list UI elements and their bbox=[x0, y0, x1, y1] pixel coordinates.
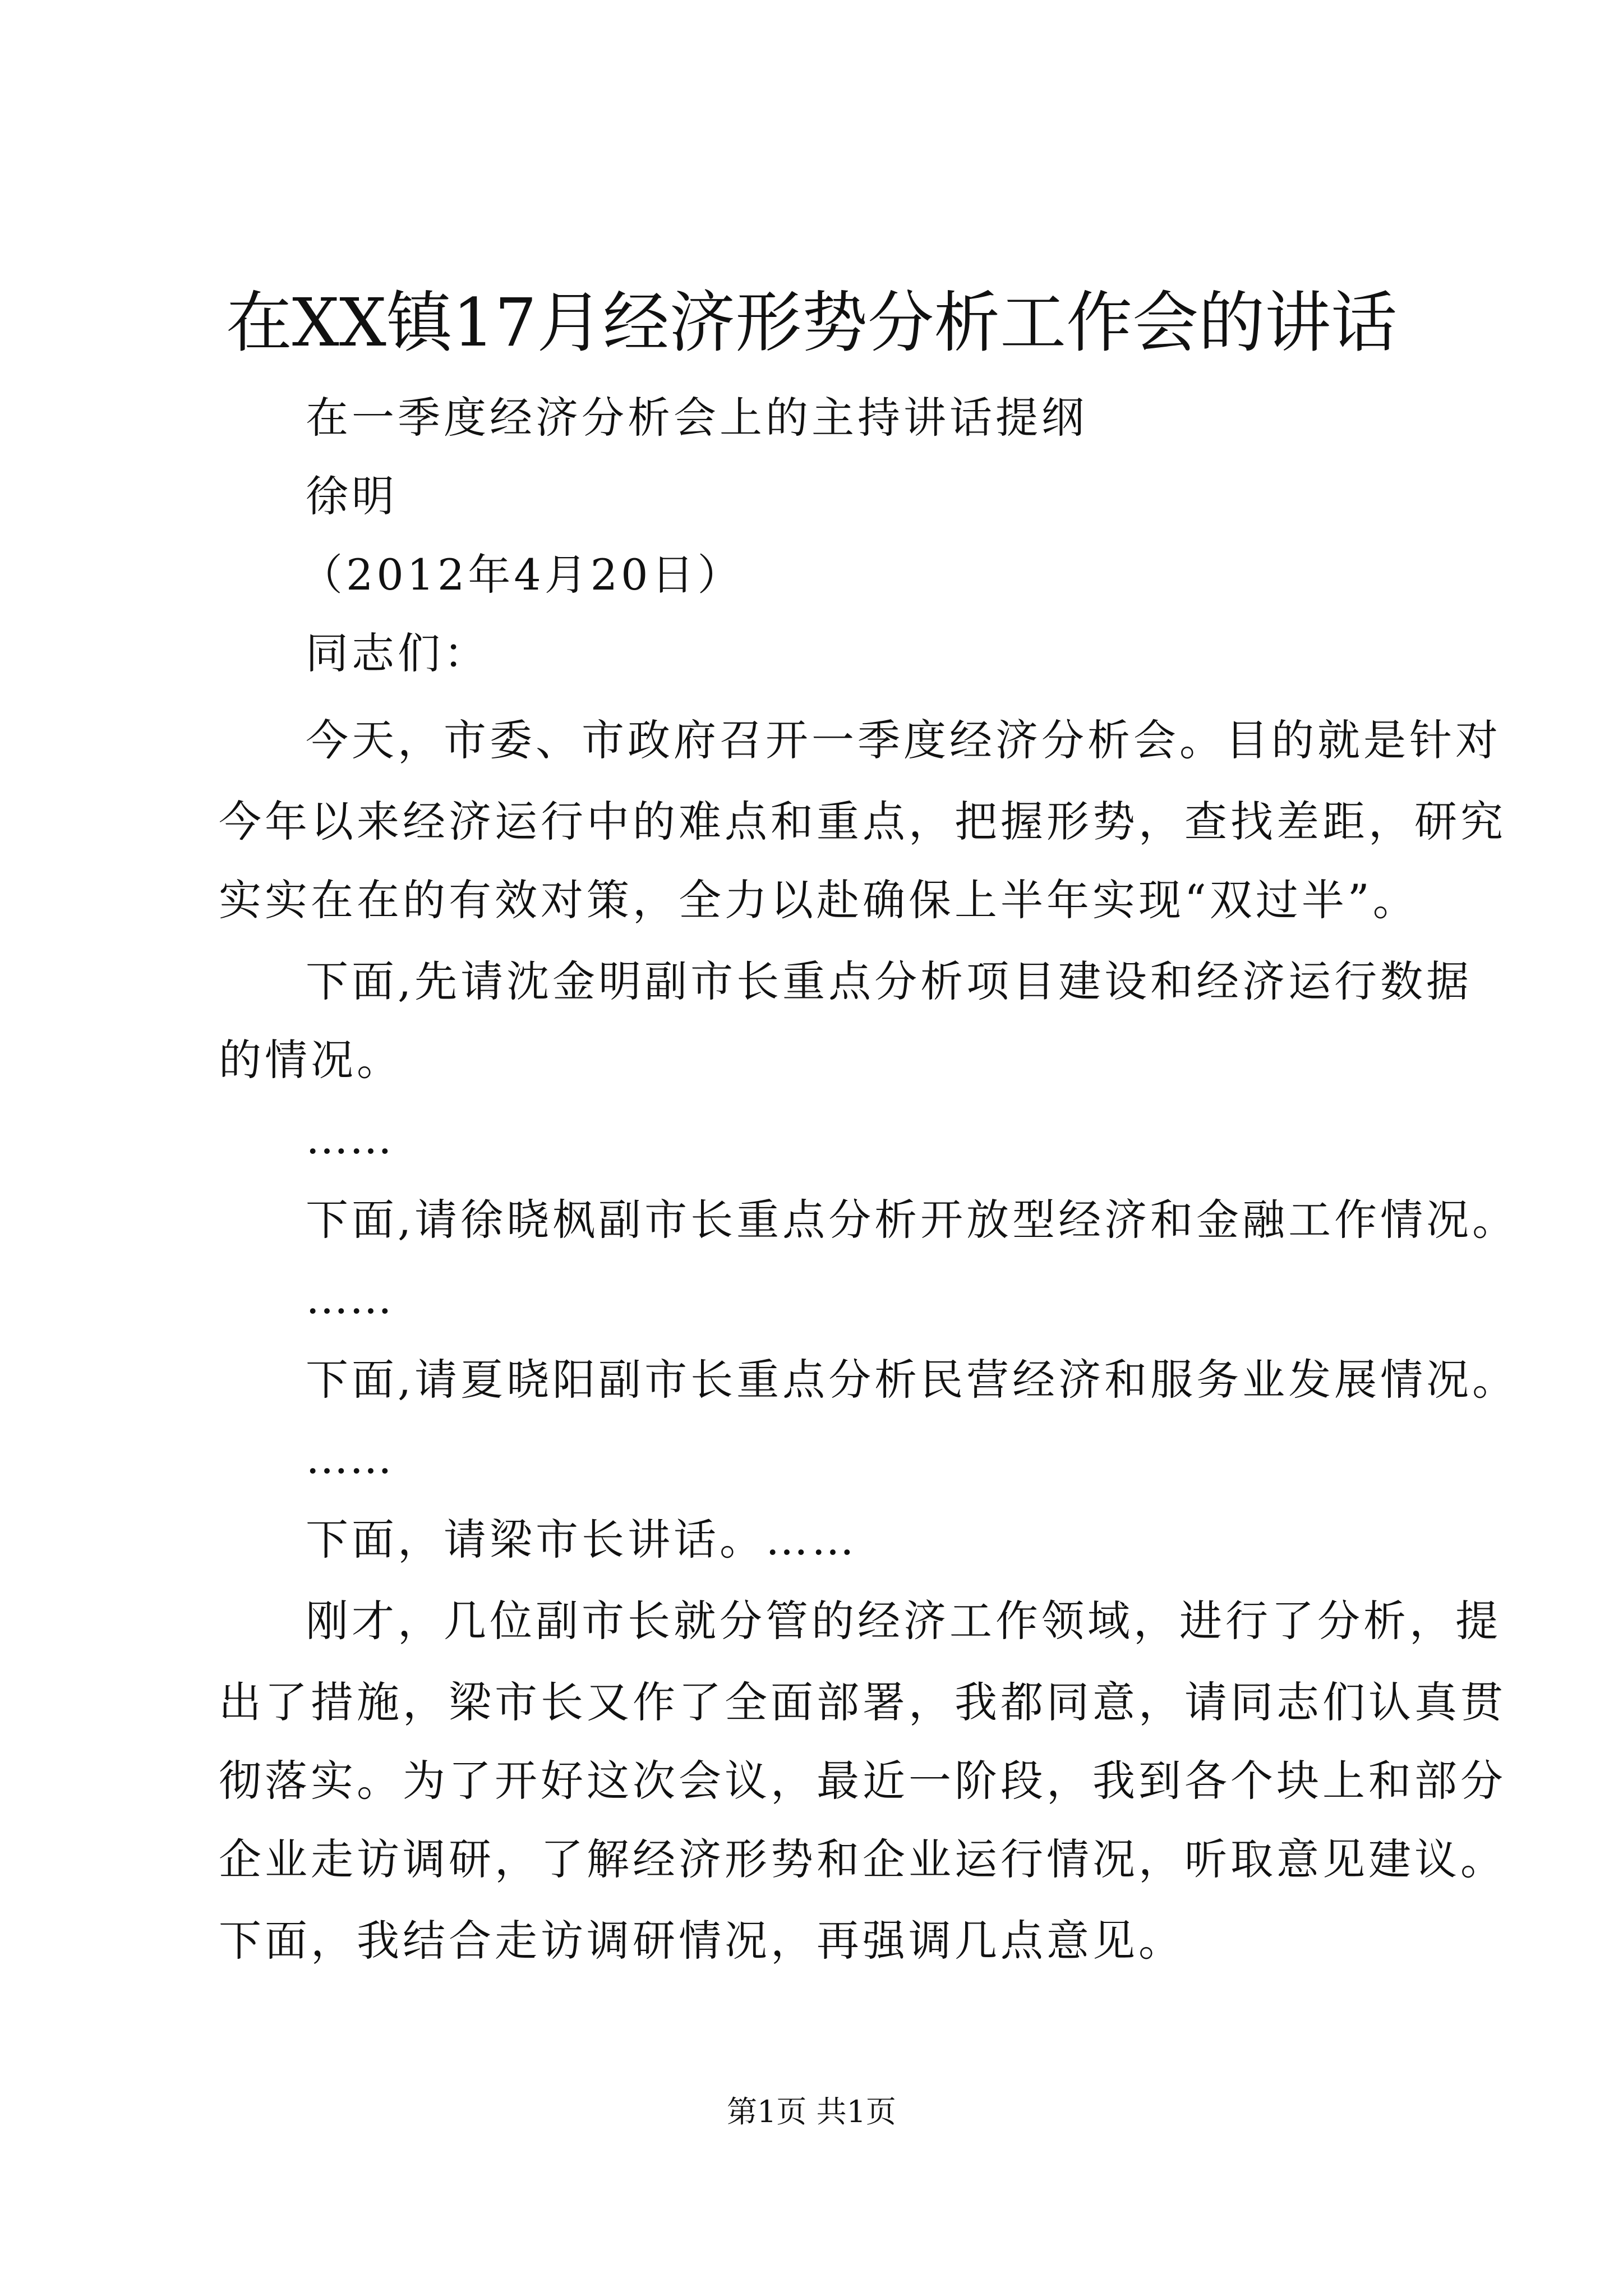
ellipsis-3: …… bbox=[306, 1433, 393, 1483]
subtitle: 在一季度经济分析会上的主持讲话提纲 bbox=[306, 393, 1087, 443]
paragraph-5: 下面，请梁市长讲话。…… bbox=[306, 1515, 857, 1565]
paragraph-1-line-3: 实实在在的有效对策，全力以赴确保上半年实现“双过半”。 bbox=[219, 875, 1419, 925]
paragraph-6-line-4: 企业走访调研，了解经济形势和企业运行情况，听取意见建议。 bbox=[219, 1834, 1506, 1884]
paragraph-1-line-1: 今天，市委、市政府召开一季度经济分析会。目的就是针对 bbox=[306, 715, 1501, 765]
paragraph-6-line-3: 彻落实。为了开好这次会议，最近一阶段，我到各个块上和部分 bbox=[219, 1756, 1506, 1806]
page-footer: 第1页 共1页 bbox=[727, 2094, 896, 2129]
paragraph-3: 下面,请徐晓枫副市长重点分析开放型经济和金融工作情况。 bbox=[306, 1195, 1519, 1245]
paragraph-2-line-2: 的情况。 bbox=[219, 1035, 403, 1085]
paragraph-4: 下面,请夏晓阳副市长重点分析民营经济和服务业发展情况。 bbox=[306, 1355, 1519, 1405]
date: （2012年4月20日） bbox=[300, 550, 744, 600]
paragraph-1-line-2: 今年以来经济运行中的难点和重点，把握形势，查找差距，研究 bbox=[219, 797, 1506, 846]
paragraph-6-line-1: 刚才，几位副市长就分管的经济工作领域，进行了分析，提 bbox=[306, 1596, 1501, 1646]
author: 徐明 bbox=[306, 471, 398, 521]
paragraph-2-line-1: 下面,先请沈金明副市长重点分析项目建设和经济运行数据 bbox=[306, 956, 1473, 1006]
document-title: 在XX镇17月经济形势分析工作会的讲话 bbox=[225, 284, 1398, 361]
paragraph-6-line-5: 下面，我结合走访调研情况，再强调几点意见。 bbox=[219, 1916, 1184, 1966]
ellipsis-2: …… bbox=[306, 1273, 393, 1323]
salutation: 同志们： bbox=[306, 628, 490, 678]
paragraph-6-line-2: 出了措施，梁市长又作了全面部署，我都同意，请同志们认真贯 bbox=[219, 1677, 1506, 1727]
ellipsis-1: …… bbox=[306, 1114, 393, 1163]
